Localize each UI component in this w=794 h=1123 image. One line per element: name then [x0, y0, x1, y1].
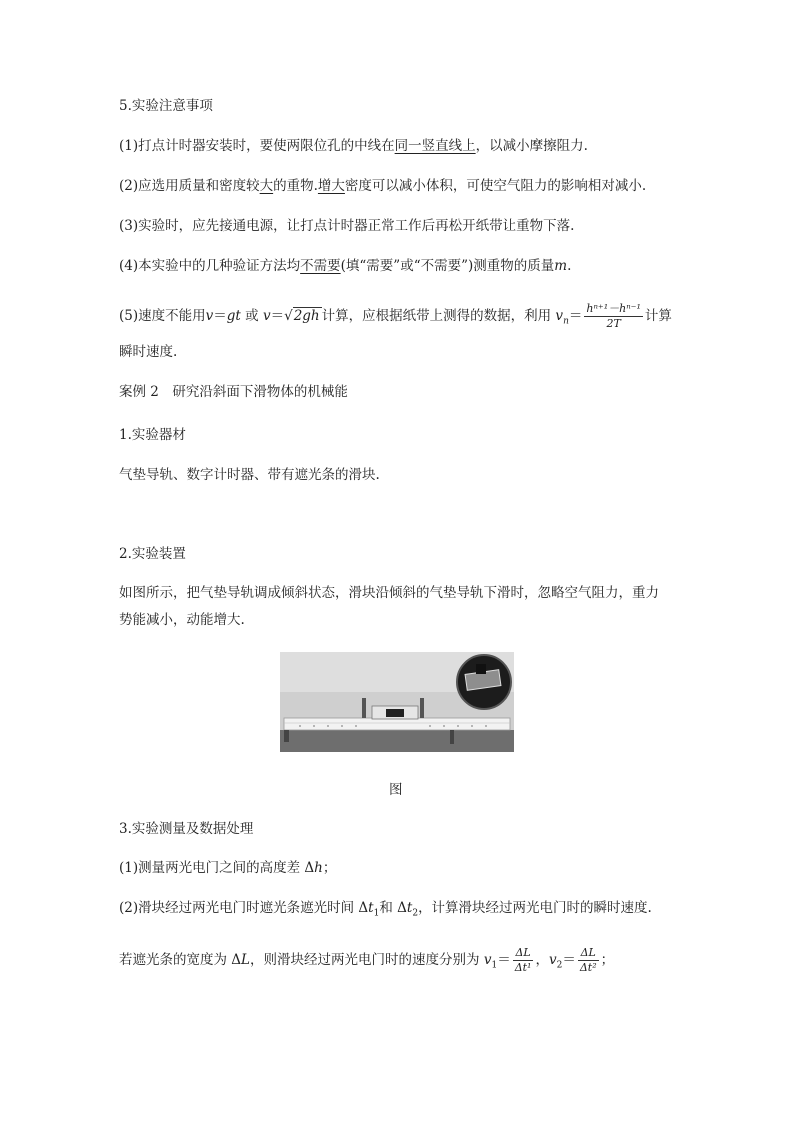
note-item-1-text-a: (1)打点计时器安装时，要使两限位孔的中线在	[119, 138, 395, 154]
fraction-v1	[513, 946, 534, 975]
subsection-heading-1: 1.实验器材	[119, 427, 186, 443]
setup-description-line-1: 如图所示，把气垫导轨调成倾斜状态，滑块沿倾斜的气垫导轨下滑时，忽略空气阻力，重力	[119, 585, 659, 601]
note-item-4	[119, 256, 571, 276]
fraction-v2	[578, 946, 599, 975]
note-item-3: (3)实验时，应先接通电源，让打点计时器正常工作后再松开纸带让重物下落.	[119, 218, 575, 234]
note-item-5-text-b: 计算，应根据纸带上测得的数据，利用	[321, 308, 556, 324]
formula-eq-1: ＝	[213, 308, 227, 324]
subsection-heading-2: 2.实验装置	[119, 546, 186, 562]
equals-1: ＝	[497, 952, 511, 968]
symbol-v2: v	[548, 952, 557, 968]
sqrt-sign: √	[284, 308, 293, 324]
symbol-t1-sub: 1	[373, 908, 380, 919]
note-item-2-underlined-2: 增大	[317, 178, 345, 194]
symbol-t2-sub: 2	[412, 908, 419, 919]
line-end: ；	[600, 952, 615, 968]
note-item-4-text-a: (4)本实验中的几种验证方法均	[119, 258, 301, 274]
formula-or: 或	[240, 308, 263, 324]
measurement-item-1-text-a: (1)测量两光电门之间的高度差 Δ	[119, 860, 315, 876]
air-track-photo	[280, 652, 514, 752]
measurement-item-2-and: 和 Δ	[379, 900, 407, 916]
note-item-1-underlined: 同一竖直线上	[394, 138, 476, 154]
formula-gt: gt	[226, 308, 241, 324]
air-track-illustration	[280, 652, 514, 752]
note-item-4-mass-symbol: m	[554, 258, 568, 274]
note-item-4-end: .	[567, 258, 572, 274]
rail-leg-left	[284, 730, 289, 742]
note-item-4-underlined: 不需要	[300, 258, 341, 274]
air-track-rail	[284, 718, 510, 730]
fraction-velocity	[584, 302, 643, 331]
measurement-item-2-text-a: (2)滑块经过两光电门时遮光条遮光时间 Δ	[119, 900, 369, 916]
note-item-5	[119, 302, 672, 331]
symbol-h: h	[314, 860, 323, 876]
note-item-2-text-c: 密度可以减小体积，可使空气阻力的影响相对减小.	[344, 178, 647, 194]
formula-vn: v	[555, 308, 564, 324]
fraction-v1-numerator: ΔL	[515, 946, 531, 959]
symbol-v1-sub: 1	[491, 960, 498, 971]
symbol-v2-sub: 2	[556, 960, 563, 971]
case-2-title: 案例 2 研究沿斜面下滑物体的机械能	[119, 384, 348, 400]
note-item-4-text-b: (填“需要”或“不需要”)测重物的质量	[340, 258, 555, 274]
glider-shade-strip	[386, 709, 404, 717]
formula-eq-2: ＝	[270, 308, 285, 324]
rail-leg-right	[450, 730, 454, 744]
note-item-5-text-a: (5)速度不能用	[119, 308, 206, 324]
measurement-item-1-text-b: ；	[322, 860, 337, 876]
fraction-v2-denominator: Δt²	[579, 961, 597, 974]
formula-v-2: v	[262, 308, 271, 324]
measurement-item-1	[119, 858, 336, 878]
setup-description-line-2: 势能减小，动能增大.	[119, 612, 245, 628]
note-item-1	[119, 136, 588, 156]
measurement-item-3-text-a: 若遮光条的宽度为 Δ	[119, 952, 242, 968]
note-item-5-text-c: 计算	[644, 308, 672, 324]
note-item-2	[119, 176, 646, 196]
photo-table	[280, 730, 514, 752]
measurement-item-3-text-b: ，则滑块经过两光电门时的速度分别为	[250, 952, 484, 968]
formula-v: v	[205, 308, 214, 324]
photogate-post-right	[420, 698, 424, 718]
measurement-item-2	[119, 898, 652, 918]
note-item-5-continued: 瞬时速度.	[119, 344, 178, 360]
fraction-v2-numerator: ΔL	[580, 946, 596, 959]
equipment-list: 气垫导轨、数字计时器、带有遮光条的滑块.	[119, 467, 380, 483]
note-item-2-underlined-1: 大	[259, 178, 274, 194]
separator: ，	[535, 952, 549, 968]
note-item-2-text-b: 的重物.	[273, 178, 318, 194]
symbol-t2: t	[406, 900, 413, 916]
symbol-v1: v	[483, 952, 492, 968]
fraction-velocity-denominator: 2T	[584, 316, 643, 331]
equals-2: ＝	[562, 952, 576, 968]
note-item-2-text-a: (2)应选用质量和密度较	[119, 178, 260, 194]
section-heading-5: 5.实验注意事项	[119, 98, 213, 114]
subsection-heading-3: 3.实验测量及数据处理	[119, 821, 254, 837]
formula-sqrt-2gh: 2gh	[293, 308, 320, 324]
symbol-t1: t	[368, 900, 374, 916]
measurement-item-2-text-b: ，计算滑块经过两光电门时的瞬时速度.	[418, 900, 652, 916]
photogate-post-left	[362, 698, 366, 718]
inset-shade-strip	[476, 664, 486, 674]
symbol-L: L	[241, 952, 251, 968]
formula-eq-3: ＝	[568, 308, 583, 324]
fraction-velocity-numerator: hⁿ⁺¹－hⁿ⁻¹	[586, 302, 641, 315]
figure-caption: 图	[389, 782, 403, 798]
formula-vn-sub: n	[563, 316, 569, 327]
measurement-item-3	[119, 946, 614, 975]
note-item-1-text-b: ，以减小摩擦阻力.	[475, 138, 588, 154]
fraction-v1-denominator: Δt¹	[514, 961, 532, 974]
